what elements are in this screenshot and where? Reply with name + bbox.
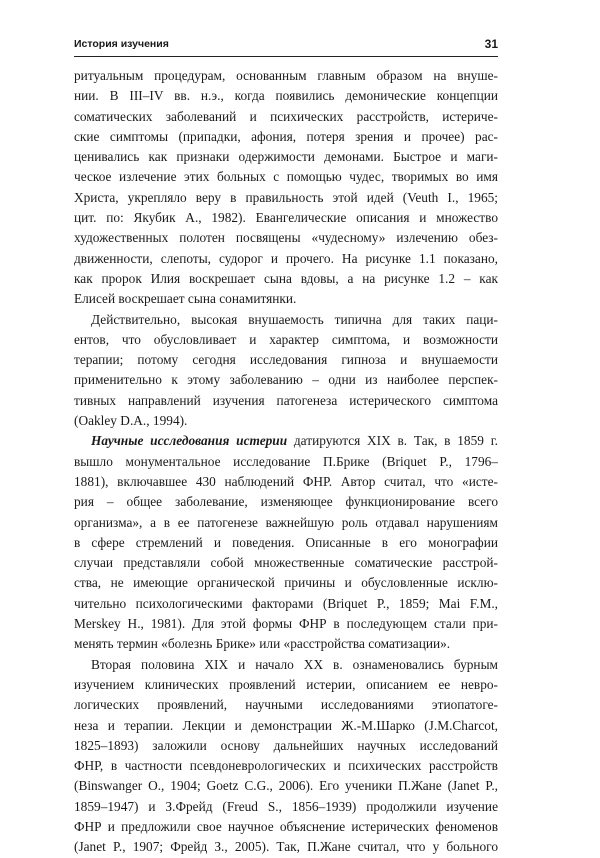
text-line: нии. В III–IV вв. н.э., когда появились демонические концепции bbox=[74, 88, 498, 104]
text-line: 1859–1947) и З.Фрейд (Freud S., 1856–1939) продолжили изучение bbox=[74, 798, 498, 814]
running-header bbox=[74, 34, 498, 57]
paragraph bbox=[74, 655, 498, 858]
text-line: неза и терапии. Лекции и демонстрации Ж.-М.Шарко (J.M.Charcot, bbox=[74, 717, 498, 733]
text-line: организма», а в ее патогенезе важнейшую роль отдавал нарушениям bbox=[74, 514, 498, 530]
text-line: Христа, укрепляло веру в правильность этой идей (Veuth I., 1965; bbox=[74, 189, 498, 205]
text-line: чительно психологическими факторами (Briquet P., 1859; Mai F.M., bbox=[74, 595, 498, 611]
text-line: применительно к этому заболеванию – одни из наиболее перспек- bbox=[74, 372, 498, 388]
text-line: ценивались как признаки одержимости демонами. Быстрое и маги- bbox=[74, 149, 498, 165]
text-line: ФНР и предложили свое научное объяснение истерических феноменов bbox=[74, 818, 498, 834]
text-line: рия – общее заболевание, изменяющее функционирование всего bbox=[74, 494, 498, 510]
paragraph bbox=[74, 310, 498, 432]
text-line: в сфере стремлений и поведения. Описанные в его монографии bbox=[74, 534, 498, 550]
text-line: (Oakley D.A., 1994). bbox=[74, 413, 188, 429]
text-line: (Binswanger O., 1904; Goetz C.G., 2006). Его ученики П.Жане (Janet P., bbox=[74, 778, 498, 794]
text-line: случаи представляли собой множественные соматические расстрой- bbox=[74, 555, 498, 571]
text-line-rest: датируются XIX в. Так, в 1859 г. bbox=[287, 433, 498, 449]
chapter-title: История изучения bbox=[74, 38, 169, 50]
text-line: ФНР, в частности псевдоневрологических и психических расстройств bbox=[74, 758, 498, 774]
text-line: тивных направлений изучения патогенеза истерического симптома bbox=[74, 392, 498, 408]
text-line: ские симптомы (припадки, афония, потеря зрения и прочее) рас- bbox=[74, 128, 498, 144]
text-line: менять термин «болезнь Брике» или «расстройства соматизации». bbox=[74, 636, 451, 652]
text-line: ентов, что обусловливает и характер симптома, и возможности bbox=[74, 331, 498, 347]
text-line: логических проявлений, научными исследованиями этиопатоге- bbox=[74, 697, 498, 713]
paragraph bbox=[74, 66, 498, 310]
text-line: Елисей воскрешает сына сонамитянки. bbox=[74, 291, 297, 307]
section-lead-in: Научные исследования истерии bbox=[91, 433, 288, 449]
text-line: соматических заболеваний и психических расстройств, истериче- bbox=[74, 108, 498, 124]
text-line: как пророк Илия воскрешает сына вдовы, а на рисунке 1.2 – как bbox=[74, 270, 498, 286]
paragraph bbox=[74, 431, 498, 654]
text-line: Действительно, высокая внушаемость типична для таких паци- bbox=[91, 311, 498, 327]
text-line: ства, не имеющие органической причины и обусловленные исклю- bbox=[74, 575, 498, 591]
text-line: вышло монументальное исследование П.Брике (Briquet P., 1796– bbox=[74, 453, 498, 469]
text-line: ритуальным процедурам, основанным главным образом на внуше- bbox=[74, 68, 498, 83]
text-line: терапии; потому сегодня исследования гипноза и внушаемости bbox=[74, 352, 498, 368]
text-line: 1881), включавшее 430 наблюдений ФНР. Автор считал, что «исте- bbox=[74, 473, 498, 489]
page-number: 31 bbox=[484, 37, 498, 51]
text-line: ческое излечение этих больных с помощью чудес, творимых во имя bbox=[74, 169, 498, 185]
text-line: движенности, слепоты, судорог и прочего. На рисунке 1.1 показано, bbox=[74, 250, 498, 266]
text-line: Вторая половина XIX и начало XX в. ознаменовались бурным bbox=[91, 656, 498, 672]
text-line: (Janet P., 1907; Фрейд З., 2005). Так, П.Жане считал, что у больного bbox=[74, 839, 498, 855]
text-line: художественных полотен посвящены «чудесному» излечению обез- bbox=[74, 230, 498, 246]
text-line: Merskey H., 1981). Для этой формы ФНР в последующем стали при- bbox=[74, 616, 498, 632]
body-text bbox=[74, 66, 498, 858]
text-line: цит. по: Якубик А., 1982). Евангелические описания и множество bbox=[74, 210, 498, 226]
text-line bbox=[74, 431, 498, 451]
text-line: изучением клинических проявлений истерии, описанием ее невро- bbox=[74, 676, 498, 692]
text-line: 1825–1893) заложили основу дальнейших научных исследований bbox=[74, 737, 498, 753]
